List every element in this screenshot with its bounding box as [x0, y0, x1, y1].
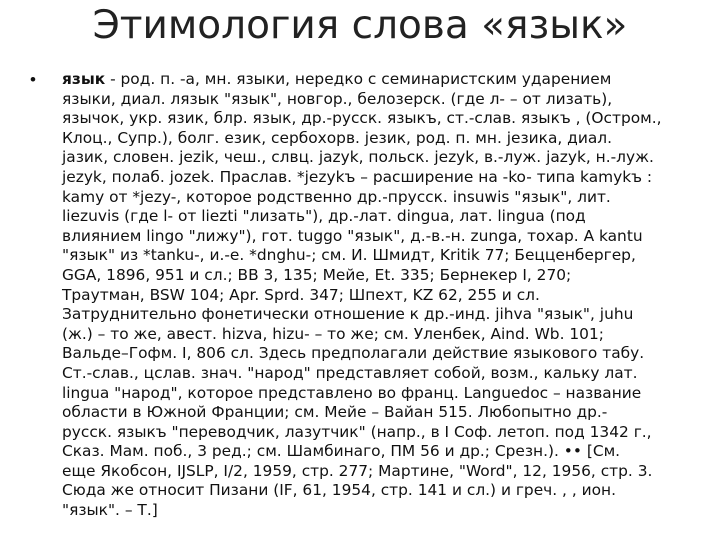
slide-content: [30, 70, 698, 521]
slide-title: Этимология слова «язык»: [92, 3, 628, 48]
bullet-marker: •: [30, 70, 36, 89]
etymology-text: [62, 70, 698, 521]
headword: язык: [62, 70, 106, 88]
etymology-body: - род. п. -а, мн. языки, нередко с семинаристским ударением языки, диал. лязык "язык", новгор., белозерск. (где л- – от лизать), язычок, укр. язик, блр. язык, др.-русск. языкъ, ст.-слав. языкъ , (Остром., Клоц., Супр.), болг. език, сербохорв. jезик, род. п. мн. jезика, диал. jазик, словен. jezik, чеш., слвц. jazyk, польск. jezyk, в.-луж. jazyk, н.-луж. jezyk, полаб. jozek. Праслав. *jezykъ – расширение на -ko- типа kamykъ : kamy от *jezy-, которое родственно др.-прусск. insuwis "язык", лит. liezuvis (где l- от liezti "лизать"), др.-лат. dingua, лат. lingua (под влиянием lingo "лижу"), гот. tuggo "язык", д.-в.-н. zunga, тохар. A kantu "язык" из *tanku-, и.-е. *dnghu-; см. И. Шмидт, Kritik 77; Бецценбергер, GGA, 1896, 951 и сл.; BB 3, 135; Мейе, Et. 335; Бернекер I, 270; Траутман, BSW 104; Apr. Sprd. 347; Шпехт, KZ 62, 255 и сл. Затруднительно фонетически отношение к др.-инд. jihva "язык", juhu (ж.) – то же, авест. hizva, hizu- – то же; см. Уленбек, Aind. Wb. 101; Вальде–Гофм. I, 806 сл. Здесь предполагали действие языкового табу. Ст.-слав., цслав. знач. "народ" представляет собой, возм., кальку лат. lingua "народ", которое представлено во франц. Languedoc – название области в Южной Франции; см. Мейе – Вайан 515. Любопытно др.- русск. языкъ "переводчик, лазутчик" (напр., в I Соф. летоп. под 1342 г., Сказ. Мам. поб., 3 ред.; см. Шамбинаго, ПМ 56 и др.; Срезн.). •• [См. еще Якобсон, IJSLP, I/2, 1959, стр. 277; Мартине, "Word", 12, 1956, стр. 3. Сюда же относит Пизани (IF, 61, 1954, стр. 141 и сл.) и греч. , , ион. "язык". – Т.]: [62, 70, 662, 520]
